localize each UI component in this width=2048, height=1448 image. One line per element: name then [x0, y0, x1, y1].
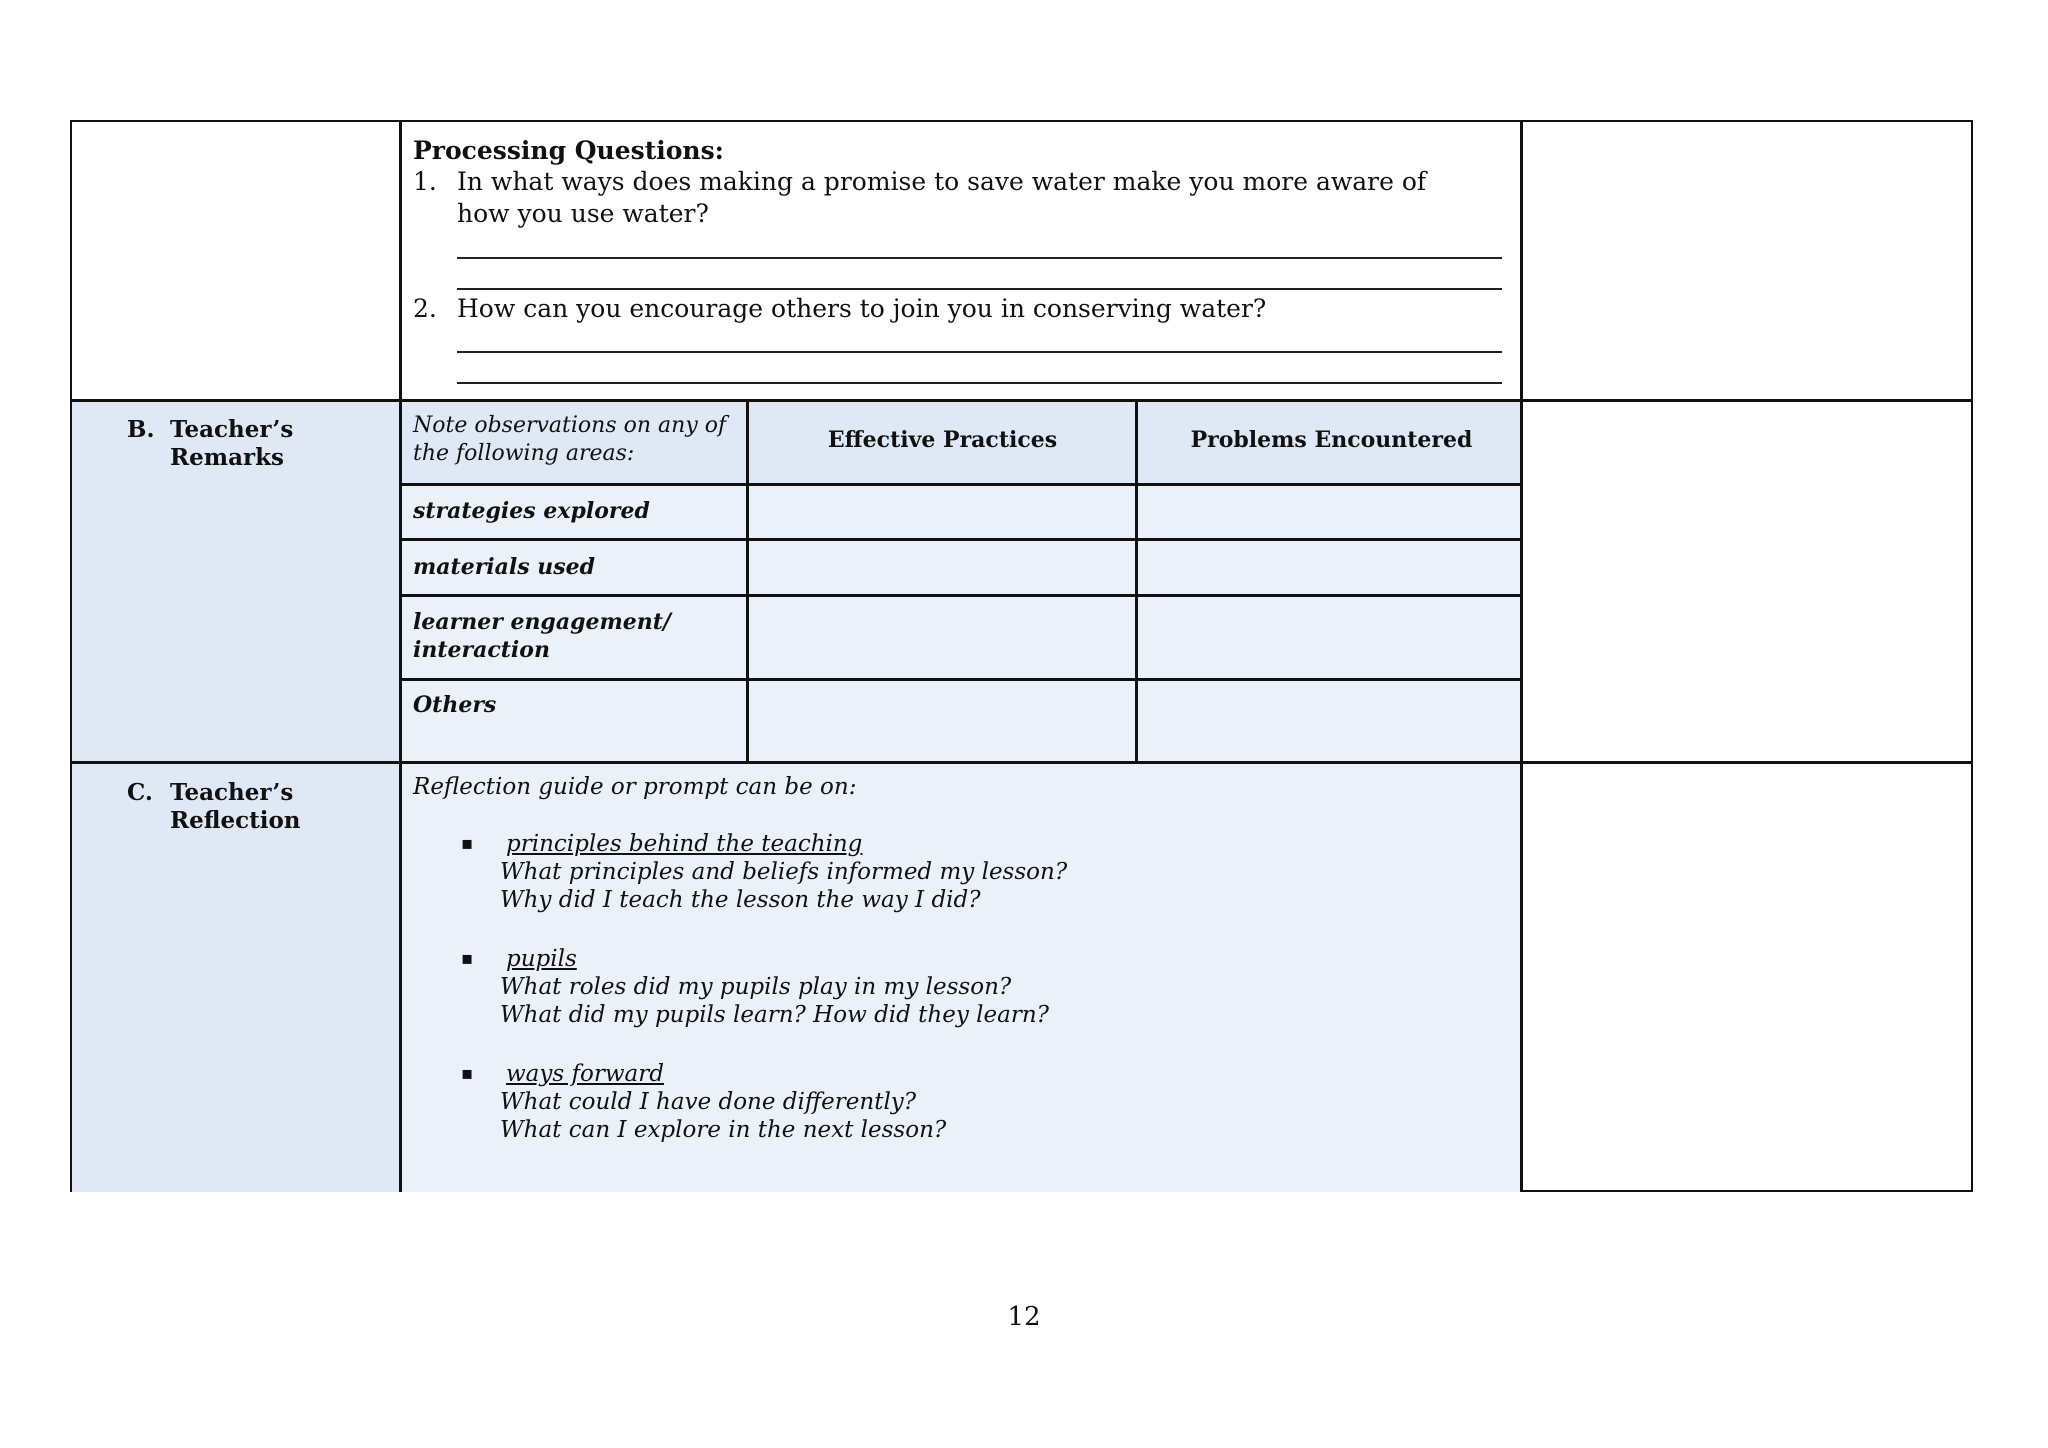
lesson-plan-table	[70, 120, 1973, 1192]
bullet-icon: ▪	[461, 948, 474, 969]
question-number: 2.	[413, 294, 437, 323]
problems-encountered-input[interactable]	[1137, 679, 1521, 762]
reflection-item-heading: pupils	[506, 946, 577, 972]
section-title: Teacher’s Remarks	[170, 416, 294, 471]
reflection-prompt: What could I have done differently?	[500, 1089, 917, 1115]
effective-practices-header	[748, 400, 1137, 484]
problems-encountered-input[interactable]	[1137, 484, 1521, 539]
effective-practices-input[interactable]	[748, 679, 1137, 762]
grid-line	[72, 399, 1972, 402]
reflection-content	[401, 762, 1521, 1192]
processing-questions-title: Processing Questions:	[413, 136, 724, 165]
effective-practices-input[interactable]	[748, 595, 1137, 679]
bullet-icon: ▪	[461, 1063, 474, 1084]
bullet-icon: ▪	[461, 833, 474, 854]
section-letter: B.	[127, 416, 155, 443]
answer-line[interactable]	[457, 257, 1502, 259]
problems-encountered-input[interactable]	[1137, 539, 1521, 595]
grid-line	[1135, 400, 1138, 762]
reflection-prompt: What principles and beliefs informed my lesson?	[500, 859, 1068, 885]
answer-line[interactable]	[457, 382, 1502, 384]
grid-line	[399, 678, 1522, 681]
area-materials-used: materials used	[413, 554, 596, 580]
remarks-note-cell	[401, 400, 748, 484]
observation-note: Note observations on any of the following areas:	[413, 413, 727, 466]
reflection-prompt: Why did I teach the lesson the way I did?	[500, 887, 981, 913]
grid-line	[72, 761, 1972, 764]
grid-line	[399, 483, 1522, 486]
right-column-cell[interactable]	[1523, 764, 1971, 1190]
reflection-item-heading: principles behind the teaching	[506, 831, 863, 857]
question-text: How can you encourage others to join you in conserving water?	[457, 294, 1267, 323]
grid-line	[1520, 122, 1523, 1192]
right-column-cell[interactable]	[1523, 122, 1971, 400]
question-text: In what ways does making a promise to save water make you more aware of how you use water?	[457, 167, 1427, 228]
section-letter: C.	[127, 779, 153, 806]
right-column-cell[interactable]	[1523, 402, 1971, 762]
reflection-prompt: What can I explore in the next lesson?	[500, 1117, 947, 1143]
reflection-prompt: What roles did my pupils play in my lesson?	[500, 974, 1012, 1000]
answer-line[interactable]	[457, 288, 1502, 290]
problems-encountered-input[interactable]	[1137, 595, 1521, 679]
column-header: Effective Practices	[827, 427, 1058, 453]
problems-encountered-header	[1137, 400, 1526, 484]
reflection-prompt: What did my pupils learn? How did they learn?	[500, 1002, 1049, 1028]
effective-practices-input[interactable]	[748, 539, 1137, 595]
answer-line[interactable]	[457, 351, 1502, 353]
question-number: 1.	[413, 167, 437, 196]
grid-line	[399, 594, 1522, 597]
section-title: Teacher’s Reflection	[170, 779, 301, 834]
grid-line	[746, 400, 749, 762]
reflection-item-heading: ways forward	[506, 1061, 664, 1087]
column-header: Problems Encountered	[1190, 427, 1473, 453]
processing-questions-cell	[401, 122, 1521, 400]
area-learner-engagement: learner engagement/ interaction	[413, 609, 671, 663]
grid-line	[399, 538, 1522, 541]
effective-practices-input[interactable]	[748, 484, 1137, 539]
area-others: Others	[413, 692, 497, 718]
reflection-intro: Reflection guide or prompt can be on:	[413, 774, 857, 800]
page-number: 12	[1007, 1302, 1041, 1332]
grid-line	[399, 122, 402, 1192]
area-strategies-explored: strategies explored	[413, 498, 650, 524]
